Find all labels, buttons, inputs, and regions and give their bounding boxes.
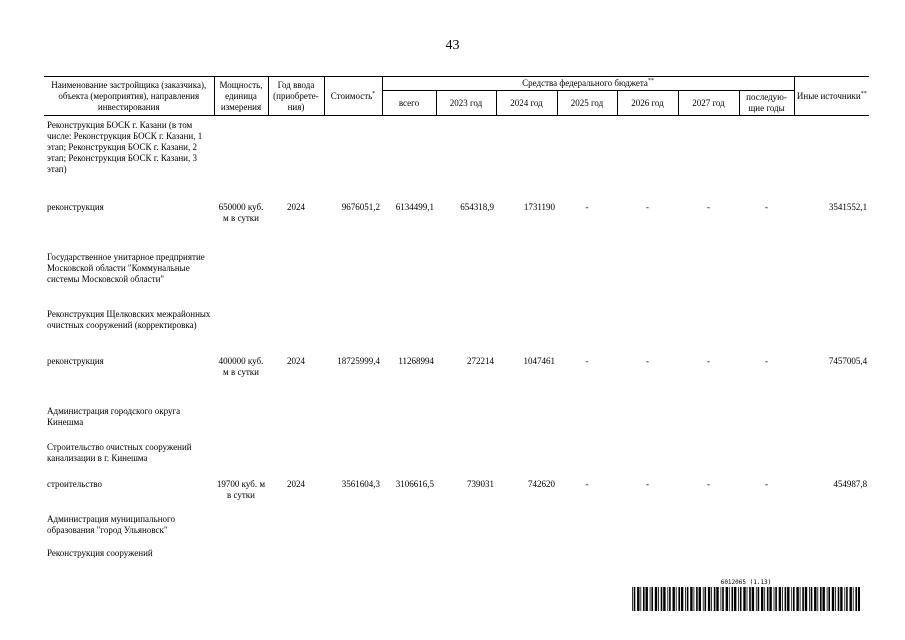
row-2024: 1731190 bbox=[523, 202, 555, 212]
header-later: последую-щие годы bbox=[739, 91, 794, 116]
table-row bbox=[44, 120, 869, 202]
row-later: - bbox=[765, 479, 769, 489]
row-2027: - bbox=[707, 202, 710, 212]
barcode-label: 6012065 (1.13) bbox=[720, 579, 772, 586]
row-capacity: 650000 куб. м в сутки bbox=[218, 202, 264, 223]
row-2025: - bbox=[585, 356, 589, 366]
header-other-cell bbox=[794, 77, 869, 116]
header-capacity: Мощность, единица измерения bbox=[214, 77, 268, 116]
row-2025: - bbox=[585, 479, 589, 489]
table-row bbox=[44, 442, 869, 479]
row-name: Реконструкция БОСК г. Казани (в том числе: Реконструкция БОСК г. Казани, 1 этап; Реконструкция БОСК г. Казани, 2 этап; Реконструкция БОСК г. Казани, 3 этап) bbox=[47, 120, 203, 174]
row-name: реконструкция bbox=[47, 202, 104, 212]
row-cost: 18725999,4 bbox=[337, 356, 380, 366]
table-row bbox=[44, 479, 869, 514]
table-body bbox=[44, 116, 869, 563]
header-2027: 2027 год bbox=[678, 91, 739, 116]
table-row bbox=[44, 356, 869, 406]
table-row bbox=[44, 548, 869, 562]
row-capacity: 19700 куб. м в сутки bbox=[216, 479, 266, 500]
row-capacity: 400000 куб. м в сутки bbox=[218, 356, 264, 377]
table-row bbox=[44, 514, 869, 548]
row-year: 2024 bbox=[287, 202, 305, 212]
row-2026: - bbox=[646, 479, 649, 489]
row-name: реконструкция bbox=[47, 356, 104, 366]
table-row bbox=[44, 252, 869, 309]
header-cost-cell bbox=[324, 77, 382, 116]
header-year: Год ввода (приобрете-ния) bbox=[268, 77, 324, 116]
row-name: Реконструкция сооружений bbox=[47, 548, 153, 558]
row-2026: - bbox=[646, 202, 649, 212]
table-row bbox=[44, 202, 869, 252]
row-2024: 742620 bbox=[528, 479, 555, 489]
row-2027: - bbox=[707, 356, 710, 366]
barcode-block bbox=[632, 579, 860, 611]
table-header bbox=[44, 77, 869, 116]
barcode-image bbox=[632, 587, 860, 611]
row-later: - bbox=[765, 202, 769, 212]
header-federal: Средства федерального бюджета bbox=[522, 78, 648, 88]
header-name: Наименование застройщика (заказчика), объекта (мероприятия), направления инвестирования bbox=[44, 77, 214, 116]
row-2023: 654318,9 bbox=[460, 202, 494, 212]
row-total: 6134499,1 bbox=[395, 202, 434, 212]
row-name: Администрация городского округа Кинешма bbox=[47, 406, 181, 427]
row-other: 3541552,1 bbox=[828, 202, 868, 212]
header-cost: Стоимость bbox=[330, 90, 373, 101]
header-2024: 2024 год bbox=[496, 91, 557, 116]
page-number: 43 bbox=[445, 38, 460, 53]
header-2026: 2026 год bbox=[617, 91, 678, 116]
row-2027: - bbox=[707, 479, 710, 489]
investment-table bbox=[44, 76, 869, 562]
row-2023: 739031 bbox=[467, 479, 494, 489]
row-other: 7457005,4 bbox=[828, 356, 868, 366]
row-2025: - bbox=[585, 202, 589, 212]
row-name: строительство bbox=[47, 479, 102, 489]
header-other: Иные источники bbox=[796, 90, 861, 101]
row-total: 11268994 bbox=[398, 356, 434, 366]
header-other-mark: ** bbox=[860, 90, 867, 97]
row-2026: - bbox=[646, 356, 649, 366]
row-2023: 272214 bbox=[467, 356, 494, 366]
row-cost: 3561604,3 bbox=[341, 479, 380, 489]
row-name: Администрация муниципального образования "город Ульяновск" bbox=[47, 514, 176, 535]
header-federal-mark: ** bbox=[647, 78, 654, 84]
header-cost-mark: * bbox=[372, 90, 376, 97]
table-row bbox=[44, 406, 869, 442]
table-row bbox=[44, 309, 869, 356]
header-total: всего bbox=[382, 91, 436, 116]
row-name: Государственное унитарное предприятие Московской области "Коммунальные системы Московской области" bbox=[47, 252, 205, 284]
row-year: 2024 bbox=[287, 356, 305, 366]
row-year: 2024 bbox=[287, 479, 305, 489]
row-total: 3106616,5 bbox=[395, 479, 434, 489]
row-name: Строительство очистных сооружений канализации в г. Кинешма bbox=[47, 442, 192, 463]
row-cost: 9676051,2 bbox=[341, 202, 380, 212]
header-2025: 2025 год bbox=[557, 91, 617, 116]
header-federal-cell bbox=[382, 77, 794, 91]
row-name: Реконструкция Щелковских межрайонных очистных сооружений (корректировка) bbox=[47, 309, 211, 330]
row-2024: 1047461 bbox=[523, 356, 555, 366]
row-other: 454987,8 bbox=[833, 479, 868, 489]
row-later: - bbox=[765, 356, 769, 366]
header-2023: 2023 год bbox=[436, 91, 496, 116]
